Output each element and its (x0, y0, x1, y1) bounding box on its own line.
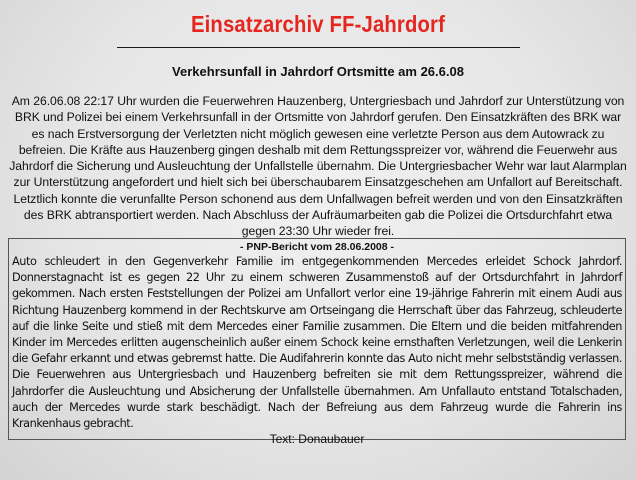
title-divider (117, 47, 520, 48)
pnp-report-credit: Text: Donaubauer (269, 432, 365, 447)
pnp-report-box (8, 238, 626, 447)
article-report: Am 26.06.08 22:17 Uhr wurden die Feuerwehren Hauzenberg, Untergriesbach und Jahrdorf zur Unterstützung von BRK und Polizei bei einem Verkehrsunfall in der Ortsmitte von Jahrdorf gerufen. Den Einsatzkräften des BRK war es nach Erstversorgung der Verletzten nicht möglich gewesen eine verletzte Person aus dem Autowrack zu befreien. Die Kräfte aus Hauzenberg gingen deshalb mit dem Rettungsspreizer vor, während die Feuerwehr aus Jahrdorf die Sicherung und Ausleuchtung der Unfallstelle übernahm. Die Untergriesbacher Wehr war laut Alarmplan zur Unterstützung angefordert und hielt sich bei überschaubarem Einsatzgeschehen am Unfallort auf Bereitschaft. Letztlich konnte die verunfallte Person schonend aus dem Unfallwagen befreit werden und von den Einsatzkräften des BRK abtransportiert werden. Nach Abschluss der Aufräumarbeiten gab die Polizei die Ortsdurchfahrt etwa gegen 23:30 Uhr wieder frei. (9, 94, 627, 239)
pnp-report-header: - PNP-Bericht vom 28.06.2008 - (239, 241, 395, 253)
article-headline: Verkehrsunfall in Jahrdorf Ortsmitte am 26.6.08 (172, 64, 464, 79)
site-title: Einsatzarchiv FF-Jahrdorf (190, 11, 446, 37)
pnp-report-body: Auto schleudert in den Gegenverkehr Familie im entgegenkommenden Mercedes erleidet Schock Jahrdorf. Donnerstagnacht ist es gegen 22 Uhr zu einem schweren Zusammenstoß auf der Ortsdurchfahrt in Jahrdorf gekommen. Nach ersten Feststellungen der Polizei am Unfallort verlor eine 19-jährige Fahrerin mit einem Audi aus Richtung Hauzenberg kommend in der Rechtskurve am Ortseingang die Herrschaft über das Fahrzeug, schleuderte auf die linke Seite und stieß mit dem Mercedes einer Familie zusammen. Die Eltern und die beiden mitfahrenden Kinder im Mercedes erlitten augenscheinlich außer einem Schock keine ernsthaften Verletzungen, weil die Lenkerin die Gefahr erkannt und etwas gebremst hatte. Die Audifahrerin konnte das Auto nicht mehr selbstständig verlassen. Die Feuerwehren aus Untergriesbach und Hauzenberg befreiten sie mit dem Rettungsspreizer, während die Jahrdorfer die Ausleuchtung und Absicherung der Unfallstelle übernahmen. Am Unfallauto entstand Totalschaden, auch der Mercedes wurde stark beschädigt. Nach der Befreiung aus dem Fahrzeug wurde die Fahrerin ins Krankenhaus gebracht. (12, 255, 622, 431)
